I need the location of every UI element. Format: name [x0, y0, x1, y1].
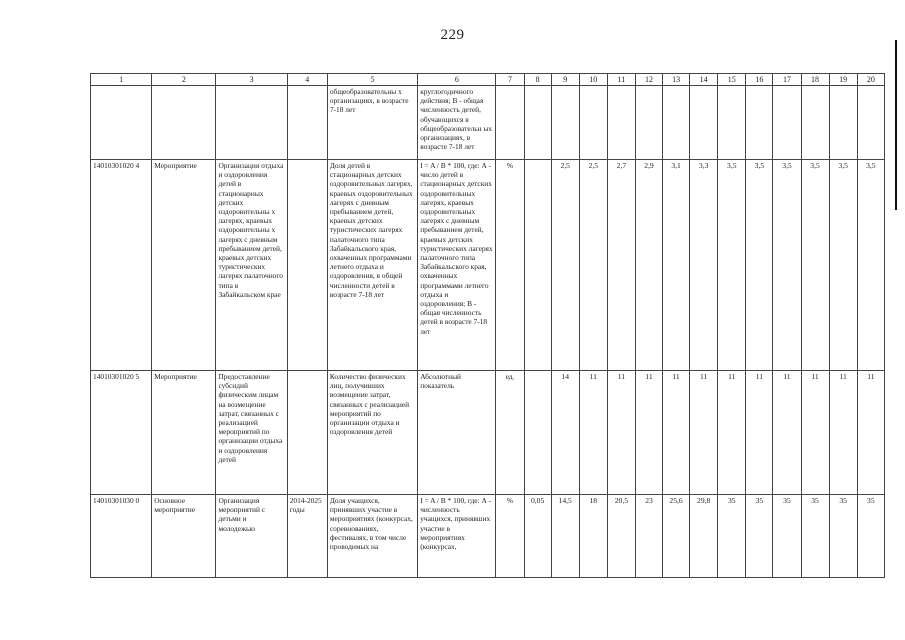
- cell-value: [857, 86, 884, 160]
- table-row: [91, 371, 885, 495]
- cell-value: 23: [635, 495, 662, 578]
- cell-value: 3,5: [718, 160, 746, 371]
- cell-unit: %: [496, 495, 524, 578]
- cell-value: [718, 86, 746, 160]
- column-header: 9: [551, 74, 579, 86]
- cell-value: 35: [801, 495, 829, 578]
- cell-period: [287, 86, 327, 160]
- cell-indicator: Доля учащихся, принявших участие в мероприятиях (конкурсах, соревнованиях, фестивалях, в том числе проводимых на: [327, 495, 417, 578]
- scan-edge-line: [895, 40, 897, 210]
- cell-value: [551, 86, 579, 160]
- cell-value: 35: [718, 495, 746, 578]
- cell-value: 2,9: [635, 160, 662, 371]
- column-header: 2: [152, 74, 216, 86]
- cell-value: 11: [690, 371, 718, 495]
- cell-unit: %: [496, 160, 524, 371]
- cell-name: Предоставление субсидий физическим лицам на возмещение затрат, связанных с реализацией мероприятий по организации отдыха и оздоровления детей: [216, 371, 287, 495]
- column-header: 20: [857, 74, 884, 86]
- table-row: [91, 86, 885, 160]
- cell-value: [663, 86, 690, 160]
- cell-value: [746, 86, 773, 160]
- cell-value: [635, 86, 662, 160]
- page-number: 229: [440, 27, 465, 43]
- cell-value: 11: [746, 371, 773, 495]
- cell-value: 11: [773, 371, 801, 495]
- column-header: 12: [635, 74, 662, 86]
- cell-value: 29,8: [690, 495, 718, 578]
- cell-value: 18: [579, 495, 607, 578]
- column-header: 1: [91, 74, 152, 86]
- column-header: 19: [829, 74, 857, 86]
- cell-value: 2,7: [607, 160, 635, 371]
- cell-value: 3,5: [857, 160, 884, 371]
- cell-name: Организация мероприятий с детьми и молодежью: [216, 495, 287, 578]
- cell-value: 11: [579, 371, 607, 495]
- cell-period: 2014-2025 годы: [287, 495, 327, 578]
- cell-value: 3,5: [773, 160, 801, 371]
- cell-value: 3,5: [801, 160, 829, 371]
- cell-value: [524, 160, 551, 371]
- cell-value: 11: [607, 371, 635, 495]
- column-header: 18: [801, 74, 829, 86]
- cell-type: Мероприятие: [152, 160, 216, 371]
- cell-value: 11: [718, 371, 746, 495]
- cell-value: 11: [801, 371, 829, 495]
- cell-value: 35: [857, 495, 884, 578]
- cell-value: [524, 86, 551, 160]
- cell-value: 3,1: [663, 160, 690, 371]
- cell-value: 2,5: [579, 160, 607, 371]
- cell-value: [829, 86, 857, 160]
- column-number-row: [91, 74, 885, 86]
- cell-period: [287, 371, 327, 495]
- cell-code: 14010301020 5: [91, 371, 152, 495]
- cell-value: 11: [829, 371, 857, 495]
- cell-unit: ед.: [496, 371, 524, 495]
- column-header: 15: [718, 74, 746, 86]
- cell-value: 2,5: [551, 160, 579, 371]
- column-header: 7: [496, 74, 524, 86]
- cell-value: 11: [857, 371, 884, 495]
- column-header: 11: [607, 74, 635, 86]
- cell-formula: круглогодичного действия; В - общая численность детей, обучающихся в общеобразовательн ых организациях, в возрасте 7-18 лет: [418, 86, 496, 160]
- cell-value: 3,3: [690, 160, 718, 371]
- cell-value: [607, 86, 635, 160]
- cell-value: 11: [663, 371, 690, 495]
- cell-formula: Абсолютный показатель: [418, 371, 496, 495]
- cell-value: 11: [635, 371, 662, 495]
- column-header: 8: [524, 74, 551, 86]
- cell-value: 14,5: [551, 495, 579, 578]
- cell-value: 25,6: [663, 495, 690, 578]
- cell-indicator: общеобразовательны х организациях, в возрасте 7-18 лет: [327, 86, 417, 160]
- cell-value: [579, 86, 607, 160]
- column-header: 3: [216, 74, 287, 86]
- cell-name: Организация отдыха и оздоровления детей в стационарных детских оздоровительны х лагерях, краевых оздоровительны х лагерях с дневным пребыванием детей, краевых детских туристических лагерях палаточного типа в Забайкальском крае: [216, 160, 287, 371]
- cell-value: 35: [829, 495, 857, 578]
- cell-unit: [496, 86, 524, 160]
- cell-code: 14010301020 4: [91, 160, 152, 371]
- column-header: 6: [418, 74, 496, 86]
- cell-value: [690, 86, 718, 160]
- cell-code: [91, 86, 152, 160]
- cell-period: [287, 160, 327, 371]
- cell-code: 14010301030 0: [91, 495, 152, 578]
- cell-type: [152, 86, 216, 160]
- cell-value: 35: [746, 495, 773, 578]
- table-row: [91, 495, 885, 578]
- column-header: 16: [746, 74, 773, 86]
- cell-value: 14: [551, 371, 579, 495]
- column-header: 13: [663, 74, 690, 86]
- cell-value: 3,5: [746, 160, 773, 371]
- cell-type: Мероприятие: [152, 371, 216, 495]
- cell-value: 35: [773, 495, 801, 578]
- table-row: [91, 160, 885, 371]
- cell-value: [524, 371, 551, 495]
- cell-value: 0,05: [524, 495, 551, 578]
- cell-indicator: Доля детей в стационарных детских оздоровительных лагерях, краевых оздоровительных лагерях с дневным пребыванием детей, краевых детских туристических лагерях палаточного типа Забайкальского края, охваченных программами летнего отдыха и оздоровления, в общей численности детей в возрасте 7-18 лет: [327, 160, 417, 371]
- indicators-table: [90, 73, 885, 578]
- column-header: 17: [773, 74, 801, 86]
- cell-value: [801, 86, 829, 160]
- cell-type: Основное мероприятие: [152, 495, 216, 578]
- cell-formula: I = A / B * 100, где: А - численность учащихся, принявших участие в мероприятиях (конкурсах,: [418, 495, 496, 578]
- cell-value: 3,5: [829, 160, 857, 371]
- cell-value: 20,5: [607, 495, 635, 578]
- column-header: 4: [287, 74, 327, 86]
- cell-formula: I = A / B * 100, где: А - число детей в стационарных детских оздоровительных лагерях, краевых оздоровительных лагерях с дневным пребыванием детей, краевых детских туристических лагерях палаточного типа Забайкальского края, охваченных программами летнего отдыха и оздоровления; В - общая численность детей в возрасте 7-18 лет: [418, 160, 496, 371]
- cell-value: [773, 86, 801, 160]
- column-header: 10: [579, 74, 607, 86]
- column-header: 14: [690, 74, 718, 86]
- column-header: 5: [327, 74, 417, 86]
- cell-name: [216, 86, 287, 160]
- cell-indicator: Количество физических лиц, получивших возмещение затрат, связанных с реализацией мероприятий по организации отдыха и оздоровления детей: [327, 371, 417, 495]
